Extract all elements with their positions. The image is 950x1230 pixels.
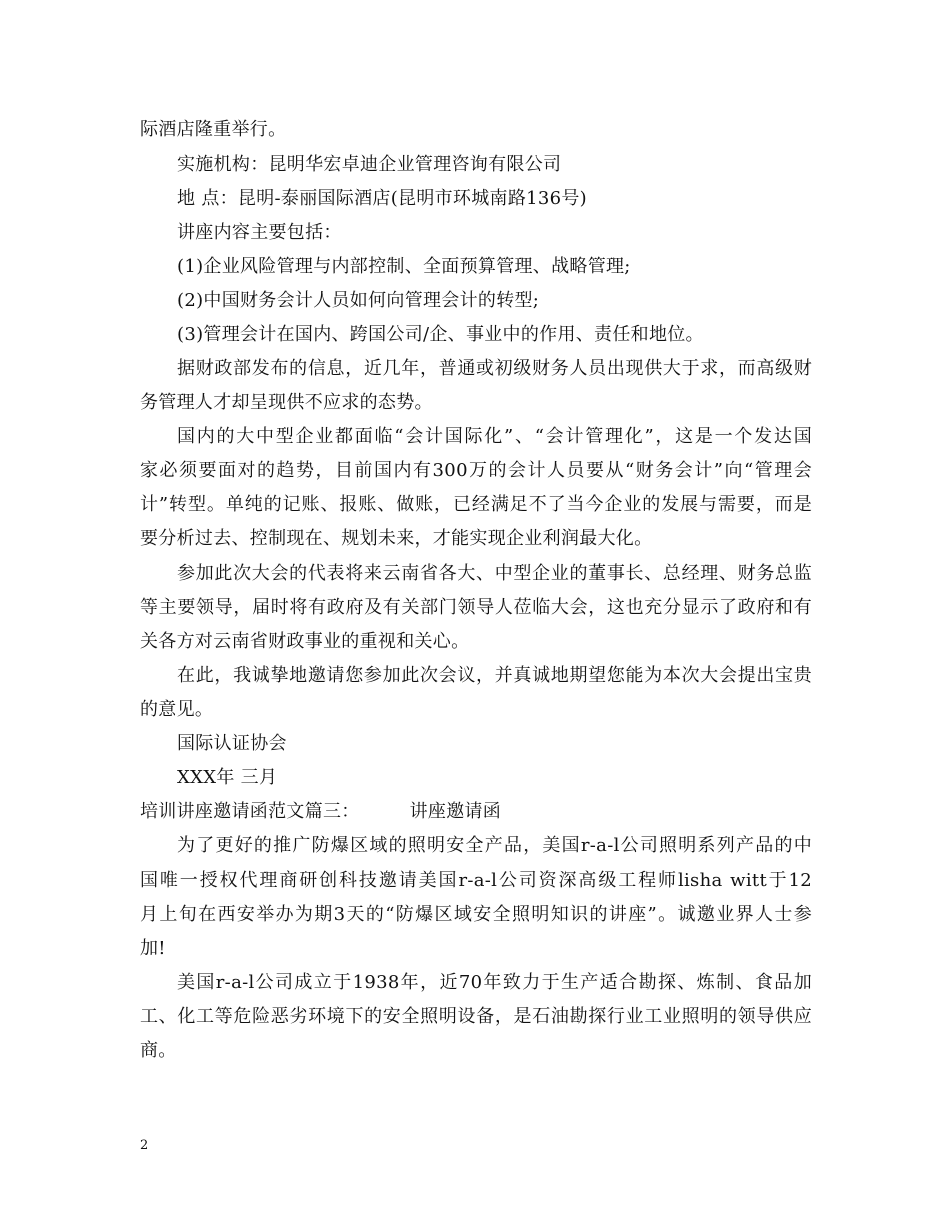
text-line: 务管理人才却呈现供不应求的态势。 (140, 392, 433, 413)
list-item: (2)中国财务会计人员如何向管理会计的转型; (177, 290, 540, 311)
text-line: 在此，我诚挚地邀请您参加此次会议，并真诚地期望您能为本次大会提出宝贵 (177, 665, 812, 686)
list-item: (3)管理会计在国内、跨国公司/企、事业中的作用、责任和地位。 (177, 324, 704, 345)
list-item: (1)企业风险管理与内部控制、全面预算管理、战略管理; (177, 256, 631, 277)
text-line: 关各方对云南省财政事业的重视和关心。 (140, 631, 470, 652)
text-line: 地 点：昆明-泰丽国际酒店(昆明市环城南路136号) (177, 188, 588, 209)
text-line: 实施机构：昆明华宏卓迪企业管理咨询有限公司 (177, 154, 562, 175)
signature-organization: 国际认证协会 (177, 733, 287, 754)
text-line: 讲座内容主要包括： (177, 222, 342, 243)
page-number: 2 (140, 1138, 149, 1153)
text-line: 等主要领导，届时将有政府及有关部门领导人莅临大会，这也充分显示了政府和有 (140, 597, 812, 618)
section-heading-title: 讲座邀请函 (409, 801, 502, 822)
text-line: 国内的大中型企业都面临“会计国际化”、“会计管理化”，这是一个发达国 (177, 426, 812, 447)
signature-date: XXX年 三月 (177, 767, 278, 788)
text-line: 为了更好的推广防爆区域的照明安全产品，美国r-a-l公司照明系列产品的中 (177, 835, 812, 856)
section-heading-prefix: 培训讲座邀请函范文篇三： (140, 801, 360, 822)
text-line: 参加此次大会的代表将来云南省各大、中型企业的董事长、总经理、财务总监 (177, 563, 812, 584)
text-line: 商。 (140, 1040, 177, 1061)
text-line: 要分析过去、控制现在、规划未来，才能实现企业利润最大化。 (140, 528, 653, 549)
text-line: 的意见。 (140, 699, 214, 720)
section-heading (140, 802, 501, 822)
text-line: 际酒店隆重举行。 (140, 119, 287, 140)
text-line: 计”转型。单纯的记账、报账、做账，已经满足不了当今企业的发展与需要，而是 (140, 494, 812, 515)
text-line: 加! (140, 938, 166, 959)
text-line: 家必须要面对的趋势，目前国内有300万的会计人员要从“财务会计”向“管理会 (140, 460, 812, 481)
text-line: 月上旬在西安举办为期3天的“防爆区域安全照明知识的讲座”。诚邀业界人士参 (140, 904, 812, 925)
text-line: 工、化工等危险恶劣环境下的安全照明设备，是石油勘探行业工业照明的领导供应 (140, 1006, 812, 1027)
text-line: 美国r-a-l公司成立于1938年，近70年致力于生产适合勘探、炼制、食品加 (177, 972, 812, 993)
text-line: 国唯一授权代理商研创科技邀请美国r-a-l公司资深高级工程师lisha witt于12 (140, 870, 812, 891)
text-line: 据财政部发布的信息，近几年，普通或初级财务人员出现供大于求，而高级财 (177, 358, 812, 379)
